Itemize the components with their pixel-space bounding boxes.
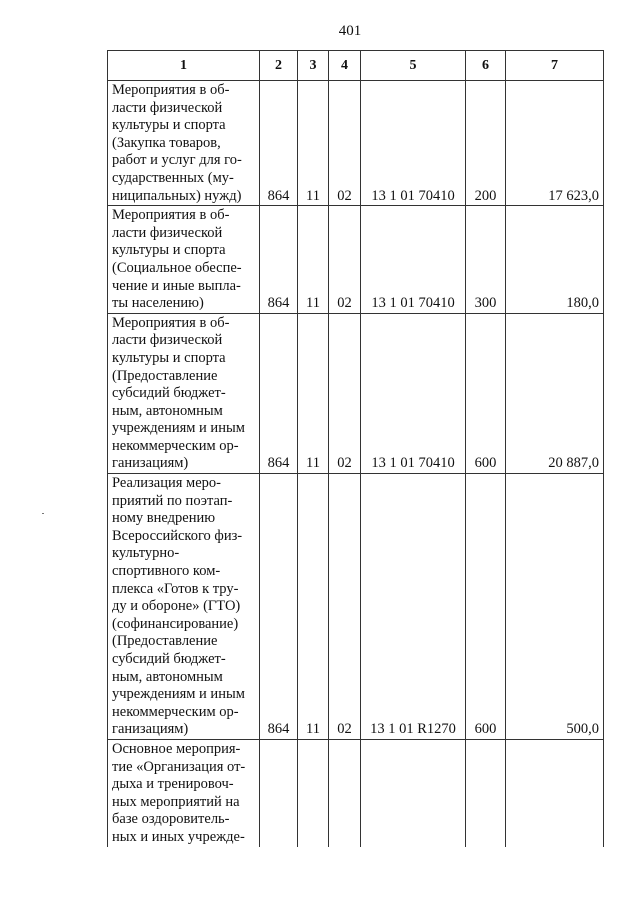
item-name-line: ных мероприятий на [112, 793, 240, 810]
amount-cell [506, 739, 604, 846]
section-code-cell: 11 [298, 474, 329, 740]
column-header: 1 [108, 51, 260, 81]
scan-mark [42, 513, 44, 514]
target-article-cell: 13 1 01 70410 [361, 81, 466, 206]
item-name-cell [108, 474, 260, 740]
amount-cell: 180,0 [506, 206, 604, 314]
item-name-line: (Социальное обеспе- [112, 259, 242, 276]
item-name-line: плекса «Готов к тру- [112, 580, 239, 597]
item-name-line: ным, автономным [112, 668, 223, 685]
expense-type-cell: 300 [466, 206, 506, 314]
item-name-line: Мероприятия в об- [112, 207, 230, 224]
table-row [108, 474, 604, 740]
item-name-cell [108, 739, 260, 846]
item-name-line: субсидий бюджет- [112, 651, 226, 667]
amount-cell: 500,0 [506, 474, 604, 740]
item-name-line: ному внедрению [112, 510, 216, 527]
item-name-line: чение и иные выпла- [112, 277, 241, 294]
department-code-cell: 864 [260, 474, 298, 740]
item-name-line: ты населению) [112, 295, 204, 312]
section-code-cell: 11 [298, 313, 329, 473]
column-header: 3 [298, 51, 329, 81]
subsection-code-cell: 02 [329, 206, 361, 314]
item-name-line: ласти физической [112, 332, 223, 349]
subsection-code-cell: 02 [329, 313, 361, 473]
item-name-line: субсидий бюджет- [112, 385, 226, 402]
expense-type-cell: 600 [466, 474, 506, 740]
section-code-cell [298, 739, 329, 846]
expense-type-cell: 200 [466, 81, 506, 206]
table-row [108, 81, 604, 206]
item-name-line: ганизациям) [112, 455, 189, 472]
item-name-line: базе оздоровитель- [112, 811, 230, 828]
item-name-line: культурно- [112, 545, 180, 562]
item-name-line: ласти физической [112, 224, 223, 241]
item-name-cell [108, 81, 260, 206]
item-name-line: работ и услуг для го- [112, 152, 242, 169]
column-header: 5 [361, 51, 466, 81]
department-code-cell: 864 [260, 206, 298, 314]
item-name-line: культуры и спорта [112, 117, 226, 134]
item-name-line: некоммерческим ор- [112, 703, 239, 720]
amount-cell: 20 887,0 [506, 313, 604, 473]
section-code-cell: 11 [298, 81, 329, 206]
item-name-line: ным, автономным [112, 402, 223, 419]
department-code-cell [260, 739, 298, 846]
item-name-line: (софинансирование) [112, 615, 239, 632]
subsection-code-cell: 02 [329, 81, 361, 206]
target-article-cell [361, 739, 466, 846]
column-header: 6 [466, 51, 506, 81]
item-name-line: сударственных (му- [112, 169, 234, 186]
expense-type-cell [466, 739, 506, 846]
item-name-line: Всероссийского физ- [112, 527, 243, 544]
item-name-line: дыха и тренировоч- [112, 776, 234, 793]
subsection-code-cell [329, 739, 361, 846]
target-article-cell: 13 1 01 R1270 [361, 474, 466, 740]
column-header: 4 [329, 51, 361, 81]
item-name-line: Мероприятия в об- [112, 314, 230, 331]
item-name-line: некоммерческим ор- [112, 437, 239, 454]
budget-table [107, 50, 604, 847]
table-row [108, 313, 604, 473]
target-article-cell: 13 1 01 70410 [361, 206, 466, 314]
item-name-line: (Предоставление [112, 633, 218, 650]
target-article-cell: 13 1 01 70410 [361, 313, 466, 473]
page-number: 401 [338, 23, 362, 39]
table-row [108, 206, 604, 314]
item-name-line: Мероприятия в об- [112, 82, 230, 98]
item-name-line: (Предоставление [112, 367, 218, 384]
item-name-line: Основное мероприя- [112, 740, 241, 757]
item-name-cell [108, 313, 260, 473]
item-name-line: ласти физической [112, 99, 223, 116]
table-row [108, 739, 604, 846]
column-header: 7 [506, 51, 604, 81]
item-name-line: (Закупка товаров, [112, 134, 221, 151]
department-code-cell: 864 [260, 81, 298, 206]
item-name-cell [108, 206, 260, 314]
item-name-line: культуры и спорта [112, 242, 226, 259]
item-name-line: ганизациям) [112, 721, 189, 738]
item-name-line: приятий по поэтап- [112, 492, 233, 509]
item-name-line: ных и иных учрежде- [112, 828, 245, 845]
item-name-line: тие «Организация от- [112, 758, 246, 775]
item-name-line: учреждениям и иным [112, 420, 245, 437]
item-name-line: учреждениям и иным [112, 686, 245, 703]
item-name-line: ниципальных) нужд) [112, 187, 242, 204]
subsection-code-cell: 02 [329, 474, 361, 740]
item-name-line: ду и обороне» (ГТО) [112, 598, 241, 615]
amount-cell: 17 623,0 [506, 81, 604, 206]
column-header: 2 [260, 51, 298, 81]
item-name-line: спортивного ком- [112, 563, 221, 580]
item-name-line: Реализация меро- [112, 475, 221, 492]
department-code-cell: 864 [260, 313, 298, 473]
table-header-row [108, 51, 604, 81]
section-code-cell: 11 [298, 206, 329, 314]
item-name-line: культуры и спорта [112, 349, 226, 366]
expense-type-cell: 600 [466, 313, 506, 473]
